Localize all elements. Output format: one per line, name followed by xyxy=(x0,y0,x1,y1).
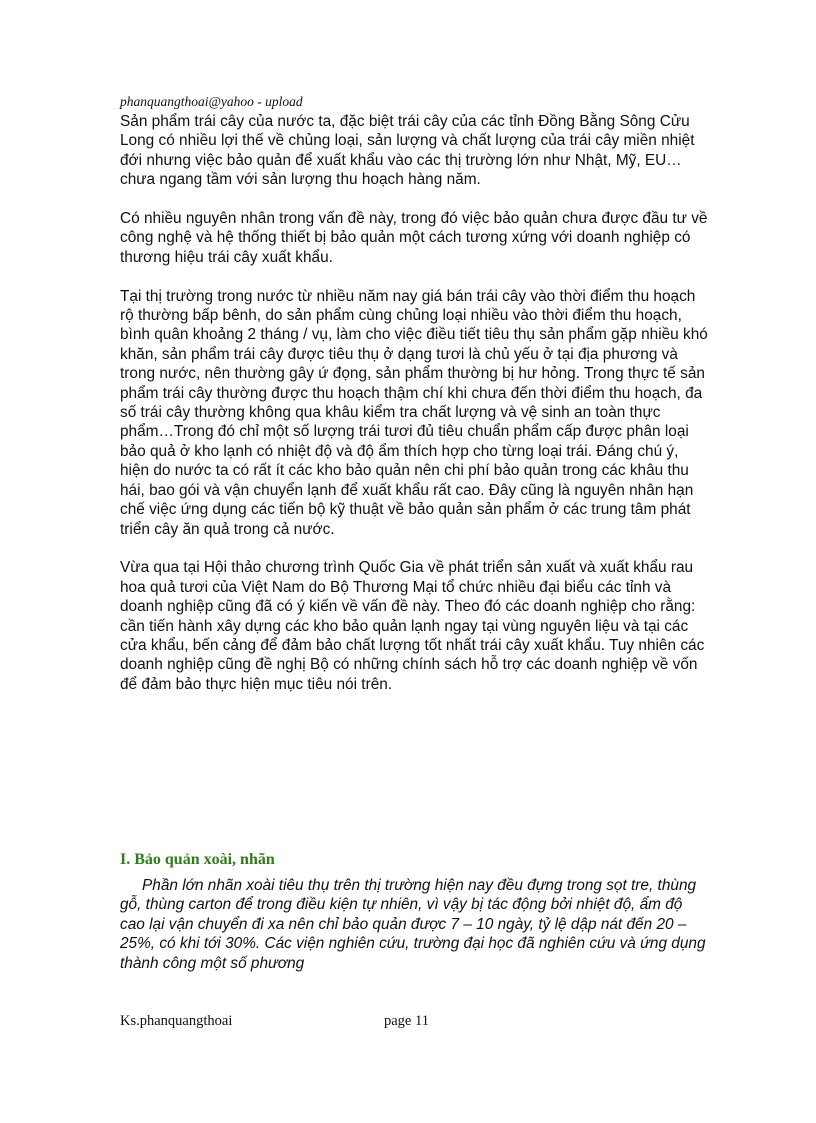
paragraph-1: Sản phẩm trái cây của nước ta, đặc biệt trái cây của các tỉnh Đồng Bằng Sông Cửu Long có nhiều lợi thế về chủng loại, sản lượng và chất lượng của trái cây miền nhiệt đới nhưng việc bảo quản để xuất khẩu vào các thị trường lớn như Nhật, Mỹ, EU… chưa ngang tầm với sản lượng thu hoạch hàng năm. xyxy=(120,113,695,189)
section-heading: I. Bảo quản xoài, nhãn xyxy=(120,851,275,868)
page-number: page 11 xyxy=(384,1013,429,1029)
paragraph-4: Vừa qua tại Hội thảo chương trình Quốc Gia về phát triển sản xuất và xuất khẩu rau hoa quả tươi của Việt Nam do Bộ Thương Mại tổ chức nhiều đại biểu các tỉnh và doanh nghiệp cũng đã có ý kiến về vấn đề này. Theo đó các doanh nghiệp cho rằng: cần tiến hành xây dựng các kho bảo quản lạnh ngay tại vùng nguyên liệu và tại các cửa khẩu, bến cảng để đảm bảo chất lượng tốt nhất trái cây xuất khẩu. Tuy nhiên các doanh nghiệp cũng đề nghị Bộ có những chính sách hỗ trợ các doanh nghiệp về vốn để đảm bảo thực hiện mục tiêu nói trên. xyxy=(120,559,705,693)
section-paragraph: Phần lớn nhãn xoài tiêu thụ trên thị trường hiện nay đều đựng trong sọt tre, thùng gỗ, thùng carton để trong điều kiện tự nhiên, vì vậy bị tác động bởi nhiệt độ, ẩm độ cao lại vận chuyển đi xa nên chỉ bảo quản được 7 – 10 ngày, tỷ lệ dập nát đến 20 – 25%, có khi tới 30%. Các viện nghiên cứu, trường đại học đã nghiên cứu và ứng dụng thành công một số phương xyxy=(120,877,706,972)
paragraph-3: Tại thị trường trong nước từ nhiều năm nay giá bán trái cây vào thời điểm thu hoạch rộ thường bấp bênh, do sản phẩm cùng chủng loại nhiều vào thời điểm thu hoạch, bình quân khoảng 2 tháng / vụ, làm cho việc điều tiết tiêu thụ sản phẩm gặp nhiều khó khăn, sản phẩm trái cây được tiêu thụ ở dạng tươi là chủ yếu ở tại địa phương và trong nước, nên thường gây ứ đọng, sản phẩm thường bị hư hỏng. Trong thực tế sản phẩm trái cây thường được thu hoạch thậm chí khi chưa đến thời điểm thu hoạch, đa số trái cây thường không qua khâu kiểm tra chất lượng và vệ sinh an toàn thực phẩm…Trong đó chỉ một số lượng trái tươi đủ tiêu chuẩn phẩm cấp được phân loại bảo quả ở kho lạnh có nhiệt độ và độ ẩm thích hợp cho từng loại trái. Đáng chú ý, hiện do nước ta có rất ít các kho bảo quản nên chi phí bảo quản trong các khâu thu hái, bao gói và vận chuyển lạnh để xuất khẩu rất cao. Đây cũng là nguyên nhân hạn chế việc ứng dụng các tiến bộ kỹ thuật về bảo quản sản phẩm ở các trung tâm phát triển cây ăn quả trong cả nước. xyxy=(120,287,708,538)
footer-author: Ks.phanquangthoai xyxy=(120,1013,233,1029)
body-text xyxy=(120,112,710,714)
upload-note: phanquangthoai@yahoo - upload xyxy=(120,94,303,109)
paragraph-2: Có nhiều nguyên nhân trong vấn đề này, trong đó việc bảo quản chưa được đầu tư về công nghệ và hệ thống thiết bị bảo quản một cách tương xứng với doanh nghiệp có thương hiệu trái cây xuất khẩu. xyxy=(120,210,708,266)
